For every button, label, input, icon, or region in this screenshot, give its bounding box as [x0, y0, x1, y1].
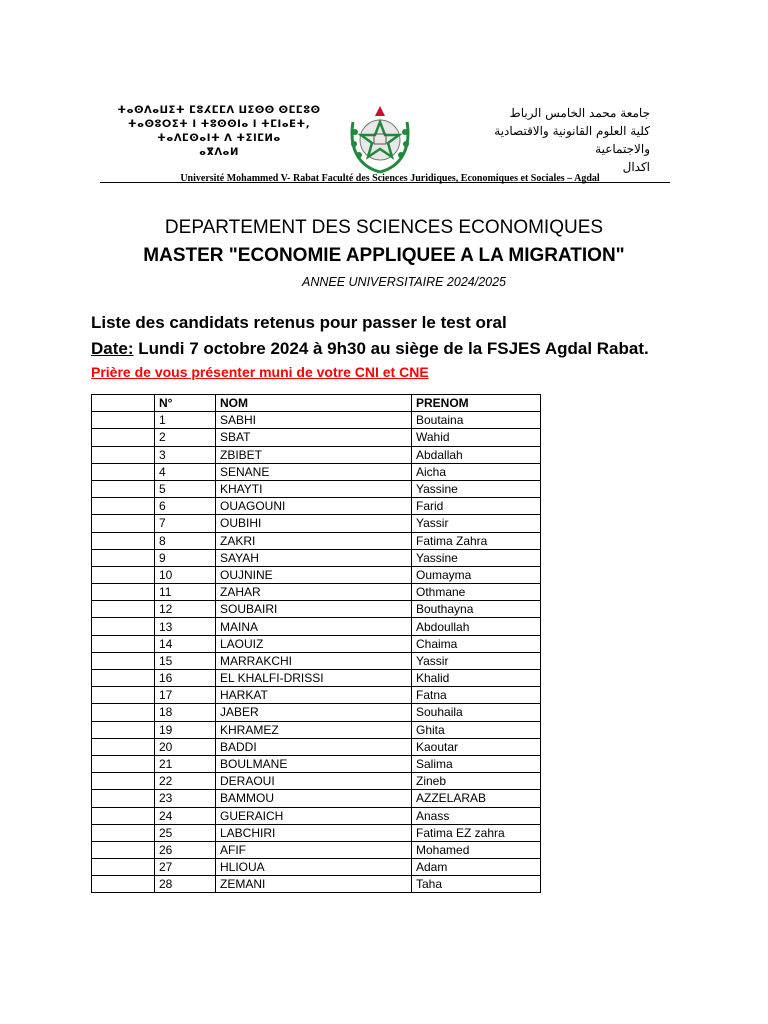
row-prenom: Adam: [412, 859, 541, 876]
row-number: 22: [155, 773, 216, 790]
table-row: [92, 412, 541, 429]
row-nom: GUERAICH: [216, 807, 412, 824]
university-header: [100, 96, 670, 196]
row-blank-cell: [92, 566, 155, 583]
row-blank-cell: [92, 601, 155, 618]
table-row: [92, 566, 541, 583]
row-prenom: Yassine: [412, 480, 541, 497]
row-number: 20: [155, 738, 216, 755]
row-nom: EL KHALFI-DRISSI: [216, 670, 412, 687]
row-blank-cell: [92, 446, 155, 463]
row-number: 21: [155, 755, 216, 772]
row-number: 14: [155, 635, 216, 652]
row-blank-cell: [92, 480, 155, 497]
row-blank-cell: [92, 635, 155, 652]
row-prenom: AZZELARAB: [412, 790, 541, 807]
table-row: [92, 515, 541, 532]
header-prenom: PRENOM: [412, 395, 541, 412]
row-nom: SOUBAIRI: [216, 601, 412, 618]
row-prenom: Chaima: [412, 635, 541, 652]
table-row: [92, 824, 541, 841]
row-number: 16: [155, 670, 216, 687]
row-number: 9: [155, 549, 216, 566]
row-number: 2: [155, 429, 216, 446]
row-prenom: Zineb: [412, 773, 541, 790]
table-row: [92, 876, 541, 893]
row-number: 17: [155, 687, 216, 704]
row-prenom: Fatna: [412, 687, 541, 704]
row-nom: SENANE: [216, 463, 412, 480]
row-prenom: Fatima Zahra: [412, 532, 541, 549]
row-blank-cell: [92, 618, 155, 635]
table-row: [92, 532, 541, 549]
row-blank-cell: [92, 549, 155, 566]
row-prenom: Yassine: [412, 549, 541, 566]
row-number: 1: [155, 412, 216, 429]
row-blank-cell: [92, 498, 155, 515]
row-blank-cell: [92, 876, 155, 893]
row-nom: MARRAKCHI: [216, 652, 412, 669]
header-number: N°: [155, 395, 216, 412]
date-label: Date:: [91, 339, 134, 358]
table-row: [92, 446, 541, 463]
header-blank: [92, 395, 155, 412]
row-number: 19: [155, 721, 216, 738]
row-nom: ZAHAR: [216, 584, 412, 601]
row-number: 27: [155, 859, 216, 876]
candidates-table: [91, 394, 541, 893]
row-nom: AFIF: [216, 841, 412, 858]
row-prenom: Yassir: [412, 515, 541, 532]
row-prenom: Boutaina: [412, 412, 541, 429]
table-row: [92, 498, 541, 515]
row-prenom: Salima: [412, 755, 541, 772]
row-number: 4: [155, 463, 216, 480]
university-line: Université Mohammed V- Rabat Faculté des Sciences Juridiques, Economiques et Sociales – Agdal: [180, 173, 600, 184]
row-number: 11: [155, 584, 216, 601]
row-blank-cell: [92, 807, 155, 824]
table-row: [92, 601, 541, 618]
row-nom: LAOUIZ: [216, 635, 412, 652]
table-row: [92, 429, 541, 446]
table-row: [92, 755, 541, 772]
row-prenom: Mohamed: [412, 841, 541, 858]
row-prenom: Yassir: [412, 652, 541, 669]
header-divider: [100, 182, 670, 183]
row-number: 3: [155, 446, 216, 463]
row-blank-cell: [92, 790, 155, 807]
table-row: [92, 859, 541, 876]
row-blank-cell: [92, 652, 155, 669]
tifinagh-name: ⵜⴰⵙⴷⴰⵡⵉⵜ ⵎⵓⵃⵎⵎⴷ ⵡⵉⵙⵙ ⵙⵎⵎⵓⵙ ⵜⴰⵙⵓⵔⵉⵜ ⵏ ⵜⵓⵙⵙⵏⴰ ⵏ ⵜⵎⵏⴰⴹⵜ, ⵜⴰⴷⵎⵙⴰⵏⵜ ⴷ ⵜⵉⵏⵎⵍⴰ ⴰⴳⴷⴰⵍ: [117, 105, 321, 158]
row-blank-cell: [92, 584, 155, 601]
row-number: 12: [155, 601, 216, 618]
row-blank-cell: [92, 859, 155, 876]
arabic-name: جامعة محمد الخامس الرباط كلية العلوم القانونية والاقتصادية والاجتماعية اكدال: [494, 106, 650, 174]
row-nom: KHAYTI: [216, 480, 412, 497]
row-nom: SABHI: [216, 412, 412, 429]
row-nom: OUJNINE: [216, 566, 412, 583]
table-row: [92, 841, 541, 858]
row-blank-cell: [92, 824, 155, 841]
row-number: 10: [155, 566, 216, 583]
table-row: [92, 652, 541, 669]
table-row: [92, 635, 541, 652]
row-number: 23: [155, 790, 216, 807]
department-title: DEPARTEMENT DES SCIENCES ECONOMIQUES: [164, 217, 604, 238]
row-blank-cell: [92, 515, 155, 532]
row-number: 8: [155, 532, 216, 549]
table-row: [92, 549, 541, 566]
table-row: [92, 463, 541, 480]
row-nom: OUBIHI: [216, 515, 412, 532]
row-nom: ZBIBET: [216, 446, 412, 463]
row-blank-cell: [92, 755, 155, 772]
master-title: MASTER "ECONOMIE APPLIQUEE A LA MIGRATION": [143, 245, 625, 266]
row-number: 13: [155, 618, 216, 635]
row-prenom: Wahid: [412, 429, 541, 446]
table-row: [92, 480, 541, 497]
list-heading: Liste des candidats retenus pour passer le test oral: [91, 313, 507, 332]
row-number: 7: [155, 515, 216, 532]
row-nom: BOULMANE: [216, 755, 412, 772]
table-row: [92, 687, 541, 704]
row-nom: ZEMANI: [216, 876, 412, 893]
row-prenom: Anass: [412, 807, 541, 824]
row-prenom: Bouthayna: [412, 601, 541, 618]
row-number: 5: [155, 480, 216, 497]
row-number: 15: [155, 652, 216, 669]
row-number: 6: [155, 498, 216, 515]
row-blank-cell: [92, 721, 155, 738]
row-blank-cell: [92, 841, 155, 858]
university-emblem-icon: [345, 102, 415, 174]
row-prenom: Souhaila: [412, 704, 541, 721]
row-number: 26: [155, 841, 216, 858]
row-blank-cell: [92, 463, 155, 480]
table-row: [92, 721, 541, 738]
row-nom: SBAT: [216, 429, 412, 446]
row-prenom: Kaoutar: [412, 738, 541, 755]
row-nom: BADDI: [216, 738, 412, 755]
row-blank-cell: [92, 773, 155, 790]
row-nom: OUAGOUNI: [216, 498, 412, 515]
row-prenom: Ghita: [412, 721, 541, 738]
table-row: [92, 790, 541, 807]
row-prenom: Khalid: [412, 670, 541, 687]
row-nom: HARKAT: [216, 687, 412, 704]
row-blank-cell: [92, 670, 155, 687]
row-prenom: Farid: [412, 498, 541, 515]
row-prenom: Othmane: [412, 584, 541, 601]
row-prenom: Oumayma: [412, 566, 541, 583]
row-nom: JABER: [216, 704, 412, 721]
table-header-row: [92, 395, 541, 412]
date-text: Lundi 7 octobre 2024 à 9h30 au siège de la FSJES Agdal Rabat.: [133, 339, 649, 358]
row-blank-cell: [92, 738, 155, 755]
row-nom: SAYAH: [216, 549, 412, 566]
table-row: [92, 670, 541, 687]
table-row: [92, 618, 541, 635]
id-notice: Prière de vous présenter muni de votre CNI et CNE: [91, 364, 429, 380]
row-nom: BAMMOU: [216, 790, 412, 807]
row-number: 25: [155, 824, 216, 841]
row-blank-cell: [92, 704, 155, 721]
row-nom: LABCHIRI: [216, 824, 412, 841]
row-blank-cell: [92, 412, 155, 429]
table-row: [92, 773, 541, 790]
row-prenom: Taha: [412, 876, 541, 893]
row-nom: DERAOUI: [216, 773, 412, 790]
row-prenom: Abdallah: [412, 446, 541, 463]
row-blank-cell: [92, 687, 155, 704]
row-number: 24: [155, 807, 216, 824]
row-number: 28: [155, 876, 216, 893]
row-blank-cell: [92, 532, 155, 549]
row-nom: KHRAMEZ: [216, 721, 412, 738]
row-number: 18: [155, 704, 216, 721]
header-nom: NOM: [216, 395, 412, 412]
row-prenom: Aicha: [412, 463, 541, 480]
table-row: [92, 738, 541, 755]
academic-year: ANNEE UNIVERSITAIRE 2024/2025: [301, 275, 507, 289]
table-row: [92, 807, 541, 824]
exam-date: [91, 339, 649, 359]
row-nom: ZAKRI: [216, 532, 412, 549]
row-nom: HLIOUA: [216, 859, 412, 876]
row-prenom: Fatima EZ zahra: [412, 824, 541, 841]
row-nom: MAINA: [216, 618, 412, 635]
row-prenom: Abdoullah: [412, 618, 541, 635]
row-blank-cell: [92, 429, 155, 446]
table-row: [92, 704, 541, 721]
table-row: [92, 584, 541, 601]
